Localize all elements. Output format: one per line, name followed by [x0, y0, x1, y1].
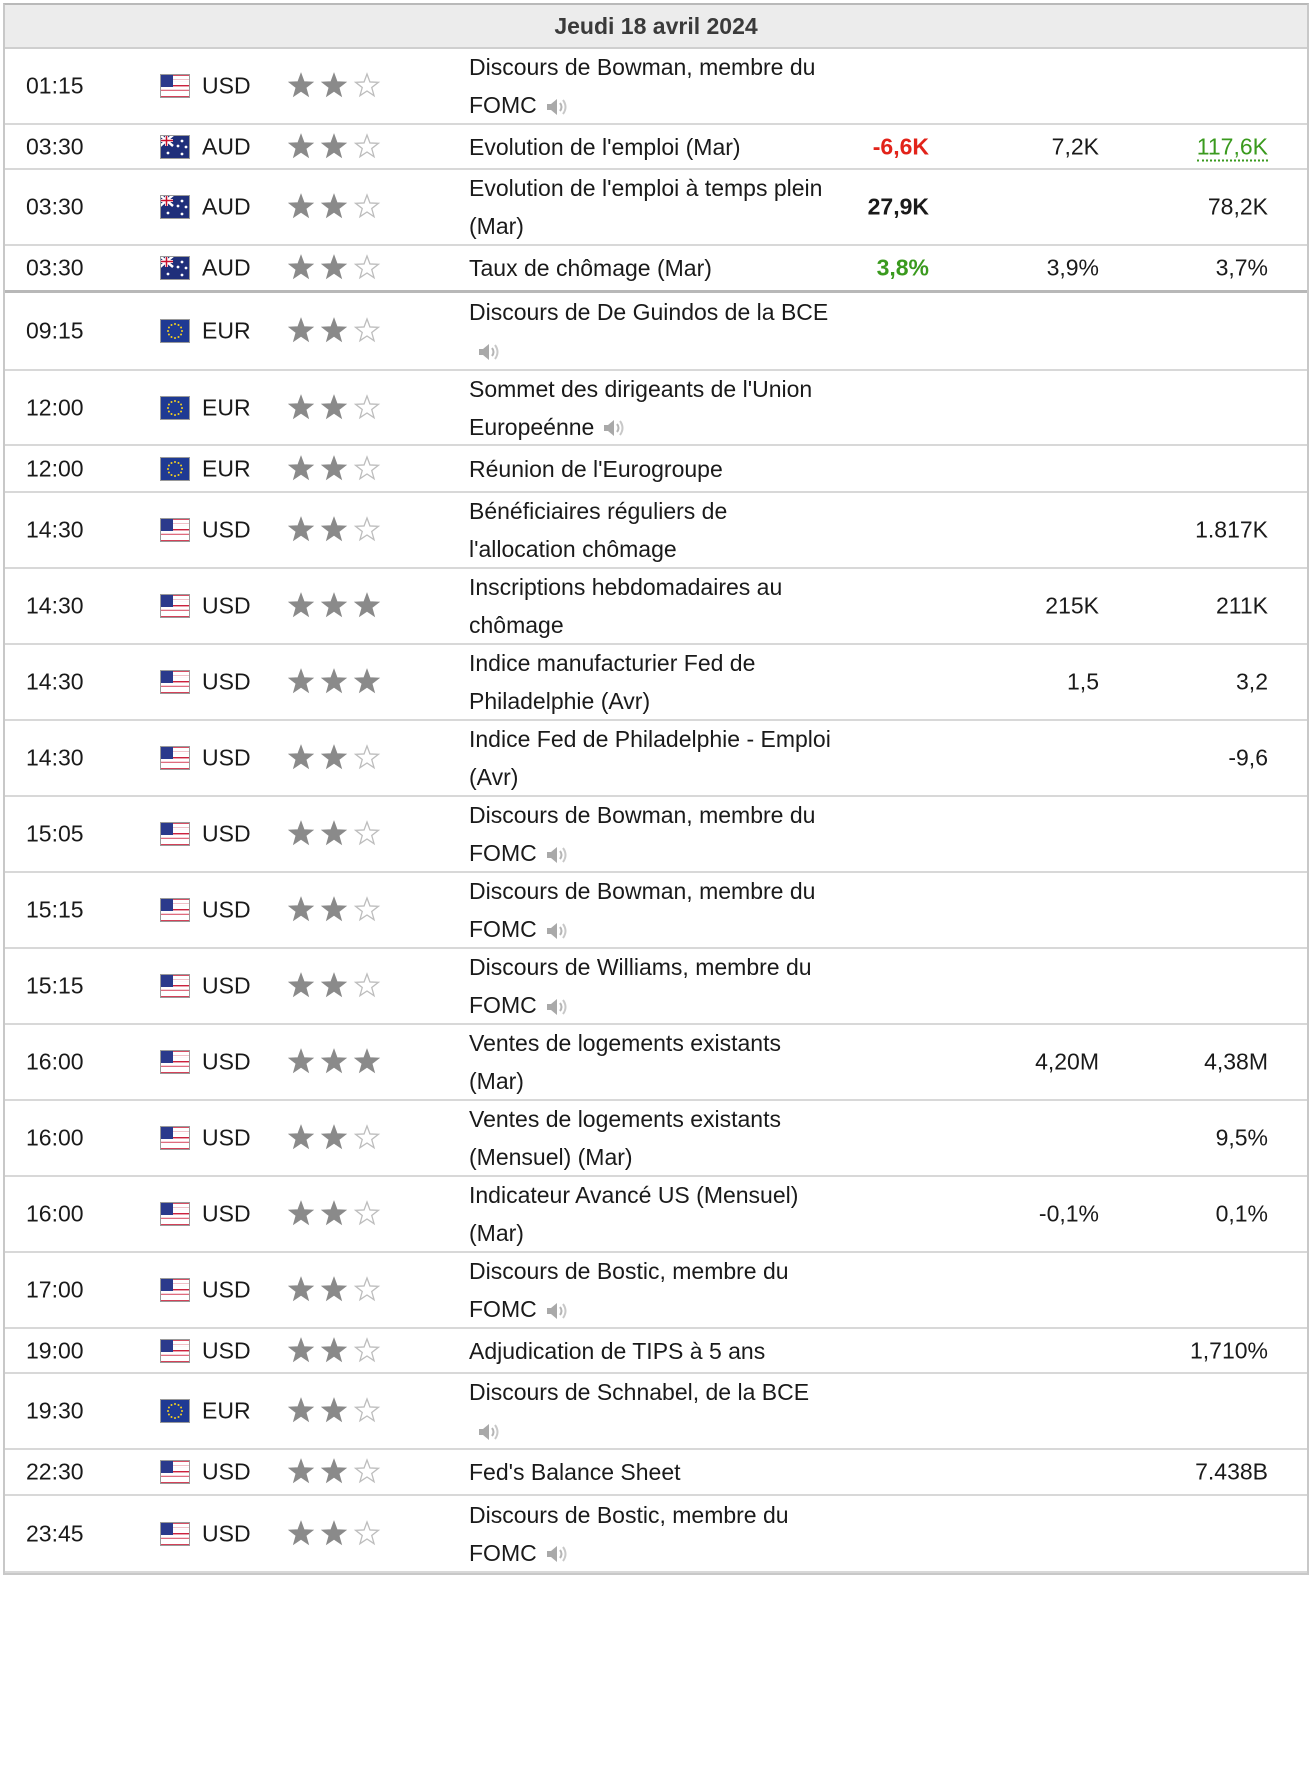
star-filled-icon — [290, 1339, 313, 1361]
previous-value — [1216, 1201, 1268, 1228]
star-empty-icon — [356, 1278, 379, 1300]
star-empty-icon — [356, 746, 379, 768]
previous-value-text: 1.817K — [1195, 516, 1268, 543]
star-empty-icon — [356, 74, 379, 96]
previous-value — [1208, 194, 1268, 221]
us-flag — [160, 746, 190, 770]
previous-value — [1216, 255, 1268, 282]
star-filled-icon — [290, 898, 313, 920]
currency-code: USD — [202, 744, 251, 771]
previous-value — [1216, 593, 1268, 620]
event-name[interactable] — [469, 568, 839, 644]
star-filled-icon — [290, 746, 313, 768]
star-filled-icon — [290, 256, 313, 278]
previous-value-text: 78,2K — [1207, 193, 1268, 220]
star-filled-icon — [290, 195, 313, 217]
us-flag — [160, 518, 190, 542]
currency-code: USD — [202, 1124, 251, 1151]
importance-stars — [288, 1457, 392, 1487]
us-flag — [160, 594, 190, 618]
star-filled-icon — [323, 1399, 346, 1421]
event-name[interactable] — [469, 1024, 839, 1100]
event-time: 09:15 — [26, 317, 84, 344]
importance-stars — [288, 132, 392, 162]
forecast-value: 4,20M — [1035, 1048, 1099, 1075]
currency-code: AUD — [202, 133, 251, 159]
importance-stars — [288, 71, 392, 101]
star-filled-icon — [290, 457, 313, 479]
importance-stars — [288, 1396, 392, 1426]
previous-value — [1216, 1125, 1268, 1152]
star-filled-icon — [290, 1050, 313, 1072]
previous-value — [1236, 669, 1268, 696]
importance-stars — [288, 1047, 392, 1077]
currency-code: USD — [202, 1337, 251, 1363]
star-filled-icon — [323, 670, 346, 692]
star-filled-icon — [323, 1202, 346, 1224]
forecast-value: 3,9% — [1046, 254, 1099, 281]
star-filled-icon — [290, 670, 313, 692]
importance-stars — [288, 971, 392, 1001]
speaker-icon — [545, 1300, 571, 1322]
event-time: 12:00 — [26, 455, 84, 481]
event-time: 22:30 — [26, 1458, 84, 1485]
au-flag — [160, 195, 190, 219]
event-row[interactable] — [5, 1253, 1307, 1329]
previous-value-text: 9,5% — [1215, 1124, 1268, 1151]
event-time: 17:00 — [26, 1276, 84, 1303]
currency-code: USD — [202, 592, 251, 619]
event-row[interactable] — [5, 797, 1307, 873]
importance-stars — [288, 1519, 392, 1549]
us-flag — [160, 974, 190, 998]
star-filled-icon — [323, 195, 346, 217]
star-empty-icon — [356, 195, 379, 217]
event-time: 01:15 — [26, 72, 84, 99]
event-name[interactable] — [469, 249, 839, 287]
star-empty-icon — [356, 1202, 379, 1224]
importance-stars — [288, 192, 392, 222]
au-flag — [160, 256, 190, 280]
star-filled-icon — [290, 594, 313, 616]
star-filled-icon — [290, 1399, 313, 1421]
event-row[interactable] — [5, 493, 1307, 569]
speaker-icon — [545, 996, 571, 1018]
event-name[interactable] — [469, 128, 839, 166]
event-label: Ventes de logements existants (Mar) — [469, 1030, 781, 1094]
star-empty-icon — [356, 319, 379, 341]
speaker-icon — [545, 844, 571, 866]
event-row[interactable] — [5, 1101, 1307, 1177]
star-empty-icon — [356, 1339, 379, 1361]
star-filled-icon — [290, 1278, 313, 1300]
day-header: Jeudi 18 avril 2024 — [5, 5, 1307, 49]
previous-value — [1197, 133, 1268, 160]
currency-code: USD — [202, 668, 251, 695]
us-flag — [160, 1522, 190, 1546]
importance-stars — [288, 454, 392, 484]
us-flag — [160, 822, 190, 846]
event-name[interactable] — [469, 450, 839, 488]
previous-value — [1190, 1337, 1268, 1364]
importance-stars — [288, 743, 392, 773]
importance-stars — [288, 1123, 392, 1153]
previous-value-text: 3,7% — [1215, 254, 1268, 281]
star-filled-icon — [323, 1050, 346, 1072]
event-label: Discours de Bostic, membre du FOMC — [469, 1258, 789, 1322]
previous-value — [1204, 1049, 1268, 1076]
us-flag — [160, 1278, 190, 1302]
previous-value-text: 0,1% — [1215, 1200, 1268, 1227]
event-time: 23:45 — [26, 1520, 84, 1546]
event-time: 14:30 — [26, 744, 84, 771]
event-label: Sommet des dirigeants de l'Union Europeénne — [469, 375, 813, 440]
event-time: 14:30 — [26, 668, 84, 695]
star-filled-icon — [356, 670, 379, 692]
event-time: 03:30 — [26, 193, 84, 220]
star-filled-icon — [323, 594, 346, 616]
star-filled-icon — [323, 746, 346, 768]
star-empty-icon — [356, 1460, 379, 1482]
actual-value: 27,9K — [867, 193, 929, 220]
star-filled-icon — [323, 74, 346, 96]
us-flag — [160, 1339, 190, 1363]
event-row[interactable] — [5, 645, 1307, 721]
us-flag — [160, 1050, 190, 1074]
previous-value-text: 3,2 — [1236, 668, 1268, 695]
event-label: Evolution de l'emploi à temps plein (Mar) — [469, 175, 823, 239]
event-name[interactable] — [469, 872, 839, 948]
actual-value: 3,8% — [876, 254, 929, 281]
us-flag — [160, 74, 190, 98]
star-empty-icon — [356, 135, 379, 157]
event-row[interactable] — [5, 721, 1307, 797]
forecast-value: 7,2K — [1051, 133, 1099, 159]
star-filled-icon — [323, 974, 346, 996]
event-label: Fed's Balance Sheet — [469, 1459, 681, 1485]
event-label: Discours de Bowman, membre du FOMC — [469, 54, 816, 118]
currency-code: AUD — [202, 193, 251, 220]
us-flag — [160, 1126, 190, 1150]
event-name[interactable] — [469, 1176, 839, 1252]
star-filled-icon — [323, 396, 346, 418]
star-filled-icon — [356, 594, 379, 616]
currency-code: USD — [202, 972, 251, 999]
star-filled-icon — [290, 1522, 313, 1544]
star-filled-icon — [323, 898, 346, 920]
importance-stars — [288, 667, 392, 697]
importance-stars — [288, 515, 392, 545]
event-label: Inscriptions hebdomadaires au chômage — [469, 574, 783, 638]
star-filled-icon — [323, 256, 346, 278]
economic-calendar — [3, 3, 1309, 1575]
previous-value-text: 4,38M — [1204, 1048, 1268, 1075]
event-label: Discours de De Guindos de la BCE — [469, 299, 829, 325]
event-time: 16:00 — [26, 1200, 84, 1227]
star-filled-icon — [323, 1339, 346, 1361]
importance-stars — [288, 1199, 392, 1229]
event-label: Discours de Bostic, membre du FOMC — [469, 1501, 789, 1566]
currency-code: USD — [202, 1200, 251, 1227]
event-time: 16:00 — [26, 1048, 84, 1075]
forecast-value: 215K — [1045, 592, 1099, 619]
star-empty-icon — [356, 1522, 379, 1544]
event-name[interactable] — [469, 1100, 839, 1176]
star-empty-icon — [356, 974, 379, 996]
us-flag — [160, 898, 190, 922]
event-time: 15:15 — [26, 896, 84, 923]
previous-value-text[interactable]: 117,6K — [1196, 133, 1268, 159]
star-filled-icon — [290, 1202, 313, 1224]
star-empty-icon — [356, 396, 379, 418]
currency-code: USD — [202, 72, 251, 99]
event-row[interactable] — [5, 170, 1307, 246]
currency-code: EUR — [202, 455, 251, 481]
event-row[interactable] — [5, 1374, 1307, 1450]
eu-flag — [160, 396, 190, 420]
event-time: 15:15 — [26, 972, 84, 999]
speaker-icon — [477, 341, 503, 363]
event-row[interactable] — [5, 1496, 1307, 1573]
speaker-icon — [545, 96, 571, 118]
importance-stars — [288, 591, 392, 621]
star-filled-icon — [356, 1050, 379, 1072]
star-filled-icon — [323, 457, 346, 479]
star-empty-icon — [356, 518, 379, 540]
importance-stars — [288, 316, 392, 346]
event-time: 14:30 — [26, 516, 84, 543]
star-filled-icon — [323, 1278, 346, 1300]
speaker-icon — [602, 417, 628, 439]
previous-value-text: 1,710% — [1189, 1337, 1268, 1363]
star-empty-icon — [356, 1126, 379, 1148]
star-filled-icon — [323, 518, 346, 540]
star-empty-icon — [356, 898, 379, 920]
event-label: Evolution de l'emploi (Mar) — [469, 133, 741, 160]
previous-value-text: 7.438B — [1195, 1458, 1268, 1485]
event-name[interactable] — [469, 48, 839, 124]
event-row[interactable] — [5, 125, 1307, 170]
currency-code: USD — [202, 896, 251, 923]
eu-flag — [160, 319, 190, 343]
event-row[interactable] — [5, 949, 1307, 1025]
event-row[interactable] — [5, 1329, 1307, 1374]
event-name[interactable] — [469, 948, 839, 1024]
importance-stars — [288, 1336, 392, 1366]
eu-flag — [160, 457, 190, 481]
currency-code: AUD — [202, 254, 251, 281]
event-label: Indice manufacturier Fed de Philadelphie (Avr) — [469, 650, 756, 714]
event-name[interactable] — [469, 1373, 839, 1449]
previous-value — [1195, 517, 1268, 544]
speaker-icon — [545, 920, 571, 942]
currency-code: EUR — [202, 1397, 251, 1424]
currency-code: USD — [202, 1048, 251, 1075]
event-row[interactable] — [5, 873, 1307, 949]
star-filled-icon — [290, 518, 313, 540]
star-filled-icon — [290, 396, 313, 418]
event-name[interactable] — [469, 720, 839, 796]
importance-stars — [288, 819, 392, 849]
star-filled-icon — [290, 319, 313, 341]
us-flag — [160, 1202, 190, 1226]
us-flag — [160, 670, 190, 694]
previous-value — [1228, 745, 1268, 772]
importance-stars — [288, 393, 392, 423]
event-name[interactable] — [469, 370, 839, 446]
event-row[interactable] — [5, 1025, 1307, 1101]
star-filled-icon — [290, 974, 313, 996]
importance-stars — [288, 895, 392, 925]
currency-code: USD — [202, 820, 251, 847]
currency-code: USD — [202, 1520, 251, 1546]
currency-code: USD — [202, 516, 251, 543]
event-label: Discours de Williams, membre du FOMC — [469, 954, 812, 1018]
event-row[interactable] — [5, 49, 1307, 125]
eu-flag — [160, 1399, 190, 1423]
event-row[interactable] — [5, 293, 1307, 371]
event-time: 19:30 — [26, 1397, 84, 1424]
star-filled-icon — [323, 1126, 346, 1148]
star-empty-icon — [356, 256, 379, 278]
event-label: Indice Fed de Philadelphie - Emploi (Avr) — [469, 726, 831, 790]
event-label: Adjudication de TIPS à 5 ans — [469, 1337, 766, 1364]
star-filled-icon — [323, 822, 346, 844]
event-label: Discours de Bowman, membre du FOMC — [469, 878, 816, 942]
event-time: 15:05 — [26, 820, 84, 847]
event-label: Taux de chômage (Mar) — [469, 255, 712, 281]
event-name[interactable] — [469, 1453, 839, 1491]
event-name[interactable] — [469, 644, 839, 720]
currency-code: USD — [202, 1276, 251, 1303]
event-row[interactable] — [5, 569, 1307, 645]
event-row[interactable] — [5, 371, 1307, 446]
star-filled-icon — [290, 1126, 313, 1148]
star-filled-icon — [290, 822, 313, 844]
star-filled-icon — [323, 135, 346, 157]
currency-code: USD — [202, 1458, 251, 1485]
event-label: Bénéficiaires réguliers de l'allocation chômage — [469, 498, 728, 562]
star-filled-icon — [290, 135, 313, 157]
forecast-value: 1,5 — [1067, 668, 1099, 695]
importance-stars — [288, 1275, 392, 1305]
star-empty-icon — [356, 457, 379, 479]
event-label: Discours de Schnabel, de la BCE — [469, 1379, 810, 1405]
event-name[interactable] — [469, 1332, 839, 1370]
event-time: 03:30 — [26, 133, 84, 159]
event-time: 14:30 — [26, 592, 84, 619]
event-time: 16:00 — [26, 1124, 84, 1151]
event-label: Réunion de l'Eurogroupe — [469, 455, 723, 482]
event-name[interactable] — [469, 492, 839, 568]
previous-value — [1195, 1459, 1268, 1486]
event-time: 12:00 — [26, 394, 84, 420]
event-row[interactable] — [5, 446, 1307, 493]
star-empty-icon — [356, 822, 379, 844]
forecast-value: -0,1% — [1038, 1200, 1099, 1227]
au-flag — [160, 135, 190, 159]
importance-stars — [288, 253, 392, 283]
event-name[interactable] — [469, 293, 839, 369]
event-row[interactable] — [5, 1450, 1307, 1496]
star-filled-icon — [323, 1522, 346, 1544]
event-name[interactable] — [469, 1252, 839, 1328]
star-filled-icon — [290, 1460, 313, 1482]
previous-value-text: -9,6 — [1228, 744, 1268, 771]
star-filled-icon — [290, 74, 313, 96]
event-label: Discours de Bowman, membre du FOMC — [469, 802, 816, 866]
currency-code: EUR — [202, 317, 251, 344]
speaker-icon — [477, 1421, 503, 1443]
actual-value: -6,6K — [872, 133, 929, 159]
event-label: Indicateur Avancé US (Mensuel) (Mar) — [469, 1182, 799, 1246]
event-label: Ventes de logements existants (Mensuel) (Mar) — [469, 1106, 781, 1170]
star-filled-icon — [323, 319, 346, 341]
events-list — [5, 49, 1307, 1573]
currency-code: EUR — [202, 394, 251, 420]
previous-value-text: 211K — [1215, 592, 1268, 619]
us-flag — [160, 1460, 190, 1484]
event-name[interactable] — [469, 169, 839, 245]
event-time: 03:30 — [26, 254, 84, 281]
event-row[interactable] — [5, 1177, 1307, 1253]
speaker-icon — [545, 1543, 571, 1565]
event-row[interactable] — [5, 246, 1307, 293]
event-name[interactable] — [469, 1496, 839, 1572]
star-empty-icon — [356, 1399, 379, 1421]
star-filled-icon — [323, 1460, 346, 1482]
event-time: 19:00 — [26, 1337, 84, 1363]
event-name[interactable] — [469, 796, 839, 872]
